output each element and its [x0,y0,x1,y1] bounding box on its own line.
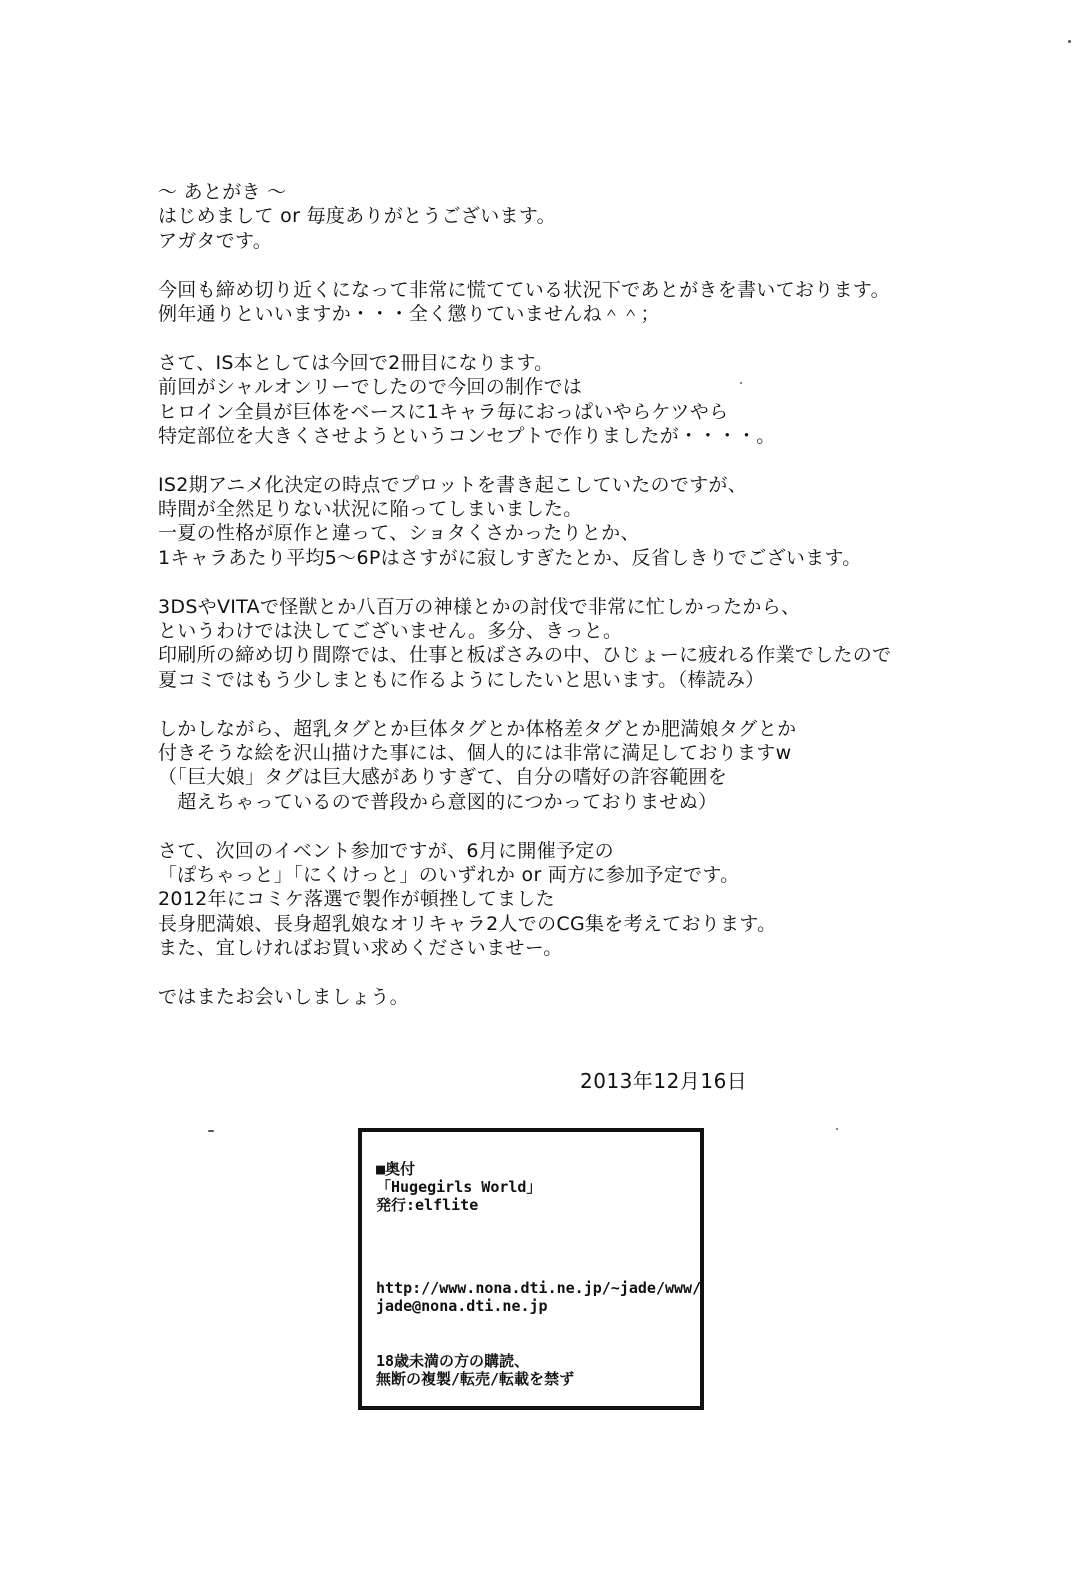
colophon-title: 「Hugegirls World」 [376,1178,542,1196]
paragraph-next-event [158,839,1038,961]
text-line: 超えちゃっているので普段から意図的につかっておりませぬ） [158,790,718,813]
text-line: 「ぽちゃっと」「にくけっと」のいずれか or 両方に参加予定です。 [158,863,740,886]
colophon-notice-line: 18歳未満の方の購読、 [376,1352,530,1370]
text-line: IS2期アニメ化決定の時点でプロットを書き起こしていたのですが、 [158,473,748,496]
colophon-heading: ■奥付 [376,1160,416,1178]
text-line: 時間が全然足りない状況に陥ってしまいました。 [158,498,583,521]
afterword-heading: ～ あとがき ～ [158,181,287,203]
paragraph-excuses [158,595,1038,693]
scan-speck [1068,40,1071,43]
text-line: というわけでは決してございません。多分、きっと。 [158,620,623,643]
text-line: 印刷所の締め切り間際では、仕事と板ばさみの中、ひじょーに疲れる作業でしたので [158,644,892,667]
colophon-box [358,1128,704,1410]
paragraph-satisfaction [158,717,1038,815]
text-line: 特定部位を大きくさせようというコンセプトで作りましたが・・・・。 [158,424,776,447]
scan-speck [836,1128,838,1130]
colophon-notice [376,1352,574,1388]
text-line: ヒロイン全員が巨体をベースに1キャラ毎におっぱいやらケツやら [158,400,729,423]
text-line: 1キャラあたり平均5～6Pはさすがに寂しすぎたとか、反省しきりでございます。 [158,546,862,569]
text-line: アガタです。 [158,229,273,252]
paragraph-concept [158,351,1038,449]
text-line: はじめまして or 毎度ありがとうございます。 [158,205,556,228]
text-line: 長身肥満娘、長身超乳娘なオリキャラ2人でのCG集を考えております。 [158,912,777,935]
text-line: しかしながら、超乳タグとか巨体タグとか体格差タグとか肥満娘タグとか [158,717,797,740]
colophon-url: http://www.nona.dti.ne.jp/~jade/www/ [376,1279,702,1297]
text-line: （「巨大娘」タグは巨大感がありすぎて、自分の嗜好の許容範囲を [158,766,728,789]
scan-speck [740,382,742,384]
scan-speck [208,1130,214,1132]
text-line: 例年通りといいますか・・・全く懲りていませんね＾＾； [158,302,660,325]
text-line: さて、IS本としては今回で2冊目になります。 [158,351,554,374]
text-line: ではまたお会いしましょう。 [158,985,409,1008]
text-line: 夏コミではもう少しまともに作るようにしたいと思います。（棒読み） [158,668,765,691]
afterword-text [158,180,1038,1009]
paragraph-greeting [158,180,1038,253]
colophon-email: jade@nona.dti.ne.jp [376,1297,548,1315]
colophon-publisher: 発行:elflite [376,1196,479,1214]
colophon-notice-line: 無断の複製/転売/転載を禁ず [376,1370,575,1388]
text-line: 2012年にコミケ落選で製作が頓挫してました [158,888,555,911]
paragraph-reflection [158,473,1038,571]
paragraph-deadline [158,278,1038,327]
text-line: 今回も締め切り近くになって非常に慌てている状況下であとがきを書いております。 [158,278,890,301]
text-line: 一夏の性格が原作と違って、ショタくさかったりとか、 [158,522,640,545]
text-line: 3DSやVITAで怪獣とか八百万の神様とかの討伐で非常に忙しかったから、 [158,595,801,618]
text-line: 付きそうな絵を沢山描けた事には、個人的には非常に満足しておりますw [158,741,792,764]
text-line: さて、次回のイベント参加ですが、6月に開催予定の [158,839,614,862]
text-line: また、宜しければお買い求めくださいませー。 [158,937,563,960]
paragraph-farewell [158,985,1038,1009]
colophon-publication-info [376,1160,541,1214]
text-line: 前回がシャルオンリーでしたので今回の制作では [158,376,583,399]
afterword-date: 2013年12月16日 [580,1069,748,1093]
colophon-contact [376,1279,701,1315]
